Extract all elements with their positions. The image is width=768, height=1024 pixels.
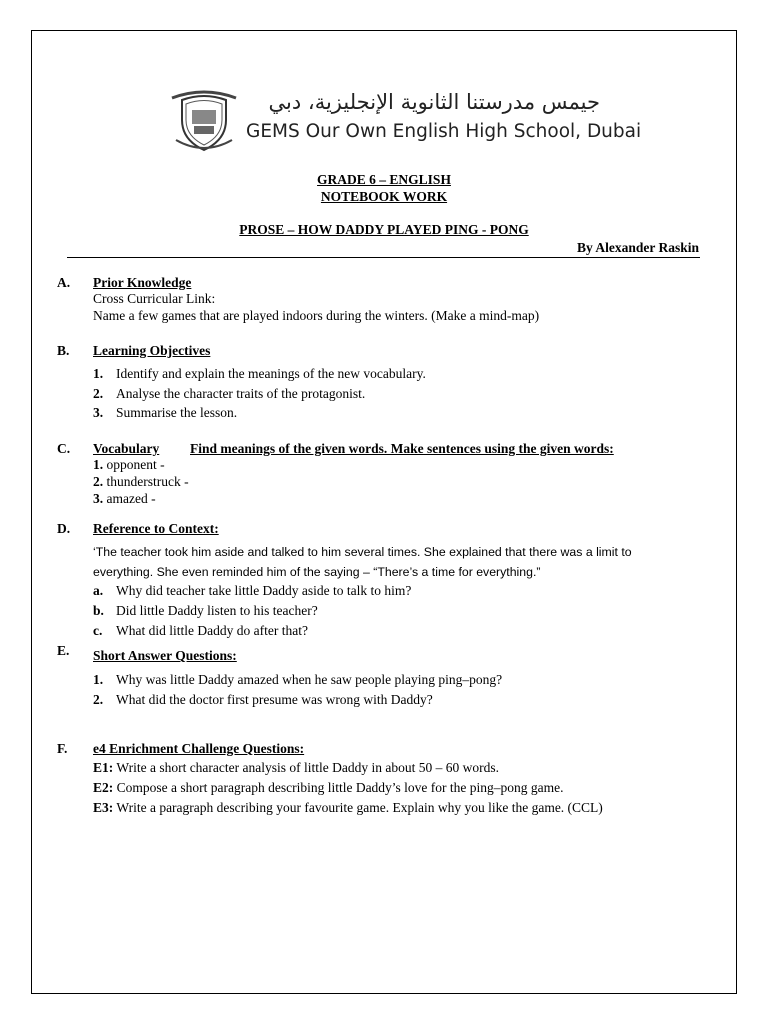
- section-heading-c: Vocabulary: [93, 441, 160, 456]
- context-quote-line: ‘The teacher took him aside and talked to him several times. She explained that there was a limit to: [93, 545, 632, 559]
- author-line: By Alexander Raskin: [576, 240, 699, 255]
- school-crest-icon: [168, 90, 240, 152]
- objective-item: 2. Analyse the character traits of the protagonist.: [93, 386, 366, 401]
- section-letter-b: B.: [57, 343, 70, 358]
- objective-item: 3. Summarise the lesson.: [93, 405, 238, 420]
- school-name-arabic: جيمس مدرستنا الثانوية الإنجليزية، دبي: [268, 90, 600, 114]
- vocabulary-item: 1. opponent -: [93, 457, 165, 472]
- context-question: a. Why did teacher take little Daddy aside to talk to him?: [93, 583, 412, 598]
- section-letter-f: F.: [57, 741, 68, 756]
- short-answer-question: 1. Why was little Daddy amazed when he saw people playing ping–pong?: [93, 672, 503, 687]
- section-heading-a: Prior Knowledge: [93, 275, 192, 290]
- grade-title: GRADE 6 – ENGLISH: [317, 172, 451, 187]
- prior-knowledge-task: Name a few games that are played indoors during the winters. (Make a mind-map): [93, 308, 540, 323]
- section-heading-b: Learning Objectives: [93, 343, 211, 358]
- title-divider: [67, 257, 700, 258]
- section-heading-e: Short Answer Questions:: [93, 648, 237, 663]
- enrichment-question: E2: Compose a short paragraph describing little Daddy’s love for the ping–pong game.: [93, 780, 564, 795]
- short-answer-question: 2. What did the doctor first presume was wrong with Daddy?: [93, 692, 433, 707]
- vocabulary-item: 3. amazed -: [93, 491, 156, 506]
- section-letter-d: D.: [57, 521, 71, 536]
- section-letter-a: A.: [57, 275, 71, 290]
- enrichment-question: E3: Write a paragraph describing your favourite game. Explain why you like the game. (CCL): [93, 800, 603, 815]
- context-question: b. Did little Daddy listen to his teacher?: [93, 603, 318, 618]
- vocabulary-instruction: Find meanings of the given words. Make sentences using the given words:: [190, 441, 614, 456]
- objective-item: 1. Identify and explain the meanings of the new vocabulary.: [93, 366, 426, 381]
- vocabulary-item: 2. thunderstruck -: [93, 474, 189, 489]
- context-quote-line: everything. She even reminded him of the saying – “There’s a time for everything.”: [93, 565, 541, 579]
- section-heading-f: e4 Enrichment Challenge Questions:: [93, 741, 305, 756]
- prose-title: PROSE – HOW DADDY PLAYED PING - PONG: [239, 222, 529, 237]
- enrichment-question: E1: Write a short character analysis of little Daddy in about 50 – 60 words.: [93, 760, 499, 775]
- section-heading-d: Reference to Context:: [93, 521, 219, 536]
- section-letter-c: C.: [57, 441, 71, 456]
- section-letter-e: E.: [57, 643, 70, 658]
- context-question: c. What did little Daddy do after that?: [93, 623, 308, 638]
- notebook-title: NOTEBOOK WORK: [320, 189, 448, 204]
- cross-curricular-label: Cross Curricular Link:: [93, 291, 216, 306]
- school-name-english: GEMS Our Own English High School, Dubai: [246, 121, 642, 142]
